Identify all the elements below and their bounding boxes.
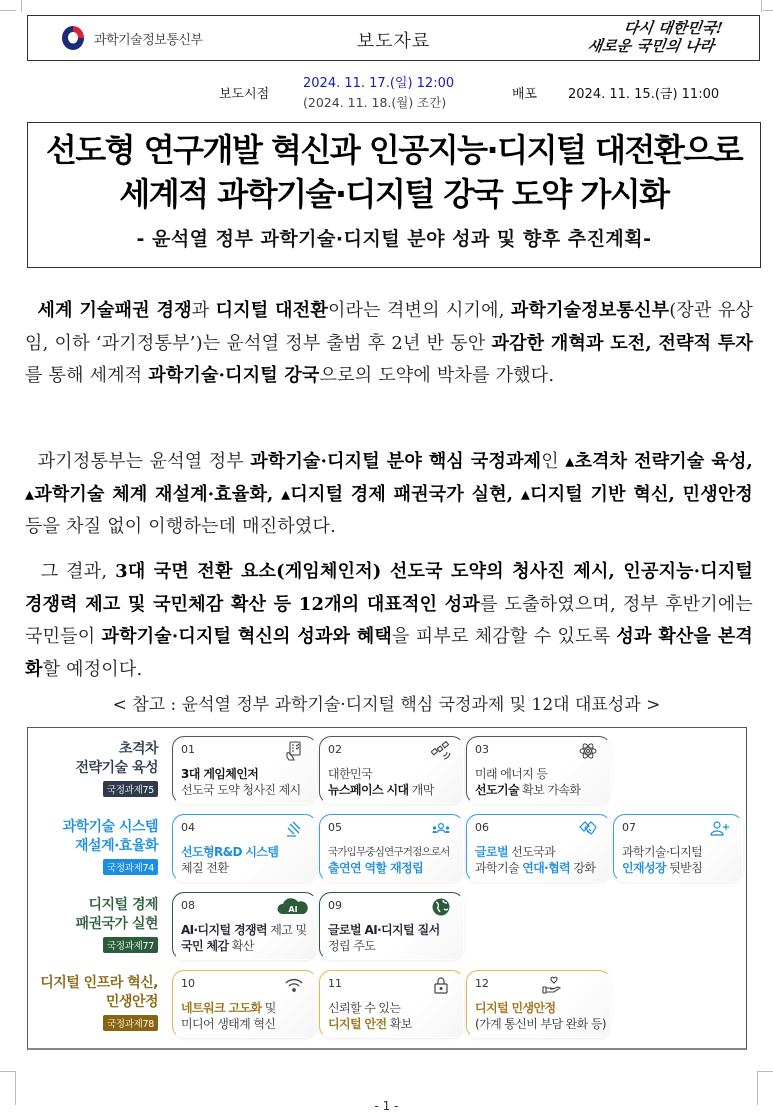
card-number: 08 (181, 899, 195, 912)
emphasized-text: 성과 확산을 본격화 (25, 626, 753, 680)
document-type: 보도자료 (356, 31, 431, 52)
paragraph-2 (25, 446, 753, 544)
task-badge: 국정과제78 (103, 1015, 158, 1031)
card-number: 02 (328, 743, 342, 756)
press-release-header (27, 15, 760, 61)
achievement-card-10 (172, 970, 317, 1038)
emphasized-text: 디지털 대전환 (215, 300, 328, 321)
emphasized-text: 과학기술·디지털 분야 핵심 국정과제 (250, 451, 542, 472)
body-text: 인 (541, 451, 566, 472)
subtitle: - 윤석열 정부 과학기술·디지털 분야 성과 및 향후 추진계획- (136, 228, 652, 250)
slogan-line-1: 다시 대한민국! (622, 19, 724, 37)
row-title-line-1: 초격차 (118, 741, 158, 757)
pen-tool-icon (284, 819, 304, 839)
card-highlight: 국민 체감 (181, 939, 229, 953)
card-line-1: 국가임무중심연구거점으로서 (328, 846, 450, 858)
task-badge: 국정과제75 (103, 781, 158, 797)
body-text: 를 통해 세계적 (25, 365, 149, 386)
body-text: (장관 유상임, 이하 ‘과기정통부’)는 윤석열 정부 출범 후 2년 반 동안 (25, 300, 754, 354)
slogan-line-2: 새로운 국민의 나라 (586, 37, 715, 55)
paragraph-1 (25, 295, 753, 393)
card-number: 09 (328, 899, 342, 912)
distribution-label: 배포 (512, 87, 538, 102)
task-badge: 국정과제77 (103, 937, 158, 953)
card-text: 확산 (228, 939, 254, 953)
ministry-name: 과학기술정보통신부 (94, 32, 203, 48)
paragraph-3 (25, 556, 753, 686)
card-number: 01 (181, 743, 195, 756)
checklist-hand-icon (284, 741, 304, 761)
achievement-card-05 (319, 814, 464, 882)
achievement-card-09 (319, 892, 464, 960)
group-people-icon (431, 819, 451, 839)
body-text: 을 피부로 체감할 수 있도록 (392, 626, 617, 647)
card-line-2: 출연연 역할 재정립 (328, 861, 424, 875)
row-label-digital-infra (28, 974, 158, 1031)
release-datetime: 2024. 11. 17.(일) 12:00 (303, 76, 455, 91)
release-note: (2024. 11. 18.(월) 조간) (303, 95, 447, 110)
card-highlight: 네트워크 고도화 (181, 1001, 262, 1015)
achievement-card-11 (319, 970, 464, 1038)
title-box (27, 122, 761, 268)
card-highlight: AI·디지털 경쟁력 (181, 923, 268, 937)
row-label-digital-economy (28, 896, 158, 953)
card-line-2: 체질 전환 (181, 861, 229, 875)
release-info (0, 72, 773, 112)
card-line-2: 선도국 도약 청사진 제시 (181, 783, 301, 797)
achievements-infographic (27, 727, 747, 1050)
heart-hand-icon (542, 975, 562, 995)
satellite-icon (431, 741, 451, 761)
card-number: 04 (181, 821, 195, 834)
achievement-card-02 (319, 736, 464, 804)
card-line-1: 글로벌 AI·디지털 질서 (328, 923, 440, 937)
lock-icon (431, 975, 451, 995)
card-line-1: 대한민국 (328, 767, 372, 781)
reference-title: < 참고 : 윤석열 정부 과학기술·디지털 핵심 국정과제 및 12대 대표성과 > (112, 695, 661, 715)
row-title-line-2: 패권국가 실현 (75, 916, 158, 932)
achievement-card-08 (172, 892, 317, 960)
row-label-science-system (28, 818, 158, 875)
achievement-card-04 (172, 814, 317, 882)
card-line-1: 디지털 민생안정 (475, 1001, 556, 1015)
card-line-1: 과학기술·디지털 (622, 845, 703, 859)
achievement-card-01 (172, 736, 317, 804)
emphasized-text: 3대 국면 전환 요소(게임체인저) 선도국 도약의 청사진 제시, 인공지능·디지털 경쟁력 제고 및 국민체감 확산 등 12개의 대표적인 성과 (25, 561, 753, 615)
card-highlight: 디지털 안전 (328, 1017, 387, 1031)
headline-line-2: 세계적 과학기술·디지털 강국 도약 가시화 (119, 175, 669, 213)
card-line-1: 미래 에너지 등 (475, 767, 548, 781)
svg-text:AI: AI (288, 905, 298, 914)
card-number: 11 (328, 977, 342, 990)
card-highlight: 인재성장 (622, 861, 666, 875)
achievement-card-06 (466, 814, 611, 882)
card-text: 및 (261, 1001, 276, 1015)
card-highlight: 선도기술 (475, 783, 519, 797)
card-number: 05 (328, 821, 342, 834)
card-line-1: 3대 게임체인저 (181, 767, 259, 781)
body-text: 그 결과, (40, 561, 116, 582)
card-text: 제고 및 (267, 923, 307, 937)
card-text: 개막 (408, 783, 434, 797)
card-highlight: 글로벌 (475, 845, 508, 859)
body-text: 과 (191, 300, 216, 321)
wifi-icon (284, 975, 304, 995)
card-highlight: 연대·협력 (522, 861, 571, 875)
body-text: 등을 차질 없이 이행하는데 매진하였다. (25, 516, 337, 537)
row-title-line-2: 민생안정 (105, 994, 158, 1010)
card-line-2: 정립 주도 (328, 939, 376, 953)
crop-mark (0, 10, 16, 11)
card-line-1: 선도형R&D 시스템 (181, 845, 279, 859)
achievement-card-07 (613, 814, 743, 882)
emphasized-text: 세계 기술패권 경쟁 (37, 300, 192, 321)
row-title-line-1: 디지털 인프라 혁신, (40, 975, 158, 991)
card-text: 확보 가속화 (518, 783, 581, 797)
distribution-datetime: 2024. 11. 15.(금) 11:00 (568, 87, 720, 102)
emphasized-text: 과학기술·디지털 혁신의 성과와 혜택 (101, 626, 393, 647)
card-text: 뒷받침 (665, 861, 703, 875)
card-number: 06 (475, 821, 489, 834)
headline-line-1: 선도형 연구개발 혁신과 인공지능·디지털 대전환으로 (45, 131, 743, 169)
ai-cloud-icon (276, 897, 310, 917)
body-text: 이라는 격변의 시기에, (327, 300, 511, 321)
emphasized-text: ▴초격차 전략기술 육성, ▴과학기술 체계 재설계·효율화, ▴디지털 경제 패권국가 실현, ▴디지털 기반 혁신, 민생안정 (25, 451, 754, 505)
card-text: 선도국과 (507, 845, 556, 859)
card-number: 07 (622, 821, 636, 834)
task-badge: 국정과제74 (103, 859, 158, 875)
emphasized-text: 과학기술·디지털 강국 (148, 365, 320, 386)
card-text: 과학기술 (475, 861, 523, 875)
atom-icon (578, 741, 598, 761)
crop-mark (763, 10, 773, 11)
row-label-strategic-tech (28, 740, 158, 797)
row-title-line-1: 디지털 경제 (88, 897, 158, 913)
card-line-2: 미디어 생태계 혁신 (181, 1017, 276, 1031)
slogan (586, 19, 723, 55)
card-text: 강화 (570, 861, 596, 875)
add-user-icon (710, 819, 730, 839)
card-number: 03 (475, 743, 489, 756)
card-line-2: (가계 통신비 부담 완화 등) (475, 1017, 606, 1031)
emphasized-text: 과학기술정보통신부 (510, 300, 670, 321)
page-number: - 1 - (374, 1099, 399, 1113)
card-highlight: 뉴스페이스 시대 (328, 783, 409, 797)
card-number: 12 (475, 977, 489, 990)
achievement-card-03 (466, 736, 611, 804)
globe-icon (431, 897, 451, 917)
row-title-line-1: 과학기술 시스템 (62, 819, 158, 835)
row-title-line-2: 재설계·효율화 (75, 838, 158, 854)
body-text: 으로의 도약에 박차를 가했다. (319, 365, 555, 386)
card-text: 확보 (386, 1017, 412, 1031)
release-label: 보도시점 (219, 87, 270, 102)
body-text: 과기정통부는 윤석열 정부 (37, 451, 251, 472)
body-text: 를 도출하였으며, 정부 후반기에는 국민들이 (25, 593, 754, 647)
body-text: 할 예정이다. (42, 658, 143, 680)
handshake-icon (578, 819, 598, 839)
achievement-card-12 (466, 970, 611, 1038)
row-title-line-2: 전략기술 육성 (75, 760, 158, 776)
emphasized-text: 과감한 개혁과 도전, 전략적 투자 (491, 332, 753, 354)
card-number: 10 (181, 977, 195, 990)
card-line-1: 신뢰할 수 있는 (328, 1001, 401, 1015)
